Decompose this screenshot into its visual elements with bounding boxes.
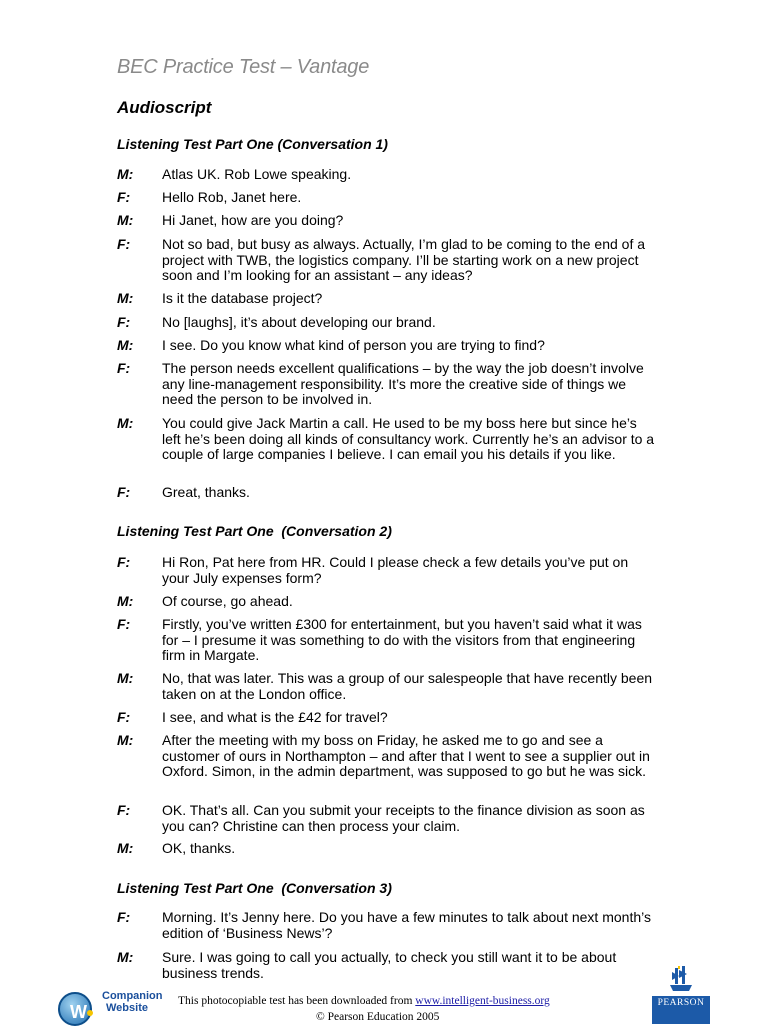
dialogue-text: Morning. It’s Jenny here. Do you have a few minutes to talk about next month’s edition of ‘Business News’? [162,909,651,941]
dialogue-line [117,190,657,206]
copyright-notice: © Pearson Education 2005 [316,1011,440,1023]
speaker-label: F: [117,909,131,925]
dialogue-text: OK, thanks. [162,840,236,856]
speaker-label: F: [117,189,131,205]
dialogue-text: Atlas UK. Rob Lowe speaking. [162,166,352,182]
dialogue-line [117,617,657,664]
dialogue-text: No [laughs], it’s about developing our brand. [162,314,436,330]
publisher-label: PEARSON [657,998,705,1008]
document-title: BEC Practice Test – Vantage [117,56,370,78]
dialogue-text: The person needs excellent qualifications – by the way the job doesn’t involve any line-management responsibility. It’s more the creative side of things we need the person to be involved in. [162,360,644,407]
dialogue-line [117,841,657,857]
speaker-label: M: [117,212,134,228]
dialogue-line [117,416,657,463]
dialogue-line [117,213,657,229]
pearson-logo[interactable] [652,966,710,1024]
speaker-label: M: [117,415,134,431]
dialogue-line [117,237,657,284]
ship-icon [666,966,696,994]
dialogue-text: Hello Rob, Janet here. [162,189,302,205]
speaker-label: F: [117,709,131,725]
speaker-label: F: [117,314,131,330]
speaker-label: F: [117,484,131,500]
dialogue-text: Not so bad, but busy as always. Actually, I’m glad to be coming to the end of a project with TWB, the logistics company. I’ll be starting work on a new project soon and I’m looking for an assistant – any ideas? [162,236,646,283]
section-heading-conversation-3: Listening Test Part One (Conversation 3) [117,880,392,896]
dialogue-text: Great, thanks. [162,484,250,500]
companion-website-logo[interactable] [54,988,184,1024]
dialogue-line [117,291,657,307]
dialogue-text: Sure. I was going to call you actually, to check you still want it to be about business trends. [162,949,617,981]
globe-icon: W [58,992,92,1026]
dialogue-text: No, that was later. This was a group of our salespeople that have recently been taken on at the London office. [162,670,653,702]
download-text: This photocopiable test has been downloaded from [178,995,416,1007]
speaker-label: M: [117,949,134,965]
dialogue-line [117,671,657,702]
dialogue-text: I see. Do you know what kind of person you are trying to find? [162,337,545,353]
download-notice [178,995,550,1007]
dialogue-text: Is it the database project? [162,290,323,306]
dialogue-text: I see, and what is the £42 for travel? [162,709,388,725]
speaker-label: F: [117,802,131,818]
dialogue-line [117,167,657,183]
dialogue-line [117,485,657,501]
speaker-label: M: [117,670,134,686]
dialogue-line [117,594,657,610]
speaker-label: M: [117,732,134,748]
dialogue-text: You could give Jack Martin a call. He used to be my boss here but since he’s left he’s been doing all kinds of consultancy work. Currently he’s an advisor to a couple of large companies I believe. I can email you his details if you like. [162,415,655,462]
dialogue-text: Hi Janet, how are you doing? [162,212,344,228]
dialogue-text: OK. That’s all. Can you submit your receipts to the finance division as soon as you can? Christine can then process your claim. [162,802,645,834]
speaker-label: F: [117,360,131,376]
speaker-label: M: [117,593,134,609]
dialogue-line [117,710,657,726]
dialogue-line [117,338,657,354]
speaker-label: M: [117,166,134,182]
website-label: Website [106,1002,148,1014]
document-subtitle: Audioscript [117,98,212,117]
speaker-label: F: [117,236,131,252]
dialogue-line [117,803,657,834]
section-heading-conversation-2: Listening Test Part One (Conversation 2) [117,523,392,539]
website-link[interactable]: www.intelligent-business.org [415,995,550,1007]
dialogue-text: After the meeting with my boss on Friday, he asked me to go and see a customer of ours in Northampton – and after that I went to see a supplier out in Oxford. Simon, in the admin department, was supposed to go but he was sick. [162,732,650,779]
speaker-label: F: [117,554,131,570]
speaker-label: F: [117,616,131,632]
dialogue-line [117,910,657,941]
speaker-label: M: [117,290,134,306]
section-heading-conversation-1: Listening Test Part One (Conversation 1) [117,136,388,152]
dialogue-text: Firstly, you’ve written £300 for entertainment, but you haven’t said what it was for – I presume it was something to do with the visitors from that engineering firm in Margate. [162,616,642,663]
speaker-label: M: [117,337,134,353]
speaker-label: M: [117,840,134,856]
dialogue-line [117,361,657,408]
dialogue-line [117,733,657,780]
dialogue-line [117,950,657,981]
companion-label: Companion [102,990,163,1002]
dialogue-text: Of course, go ahead. [162,593,293,609]
dialogue-line [117,315,657,331]
dialogue-text: Hi Ron, Pat here from HR. Could I please check a few details you’ve put on your July expenses form? [162,554,629,586]
dialogue-line [117,555,657,586]
